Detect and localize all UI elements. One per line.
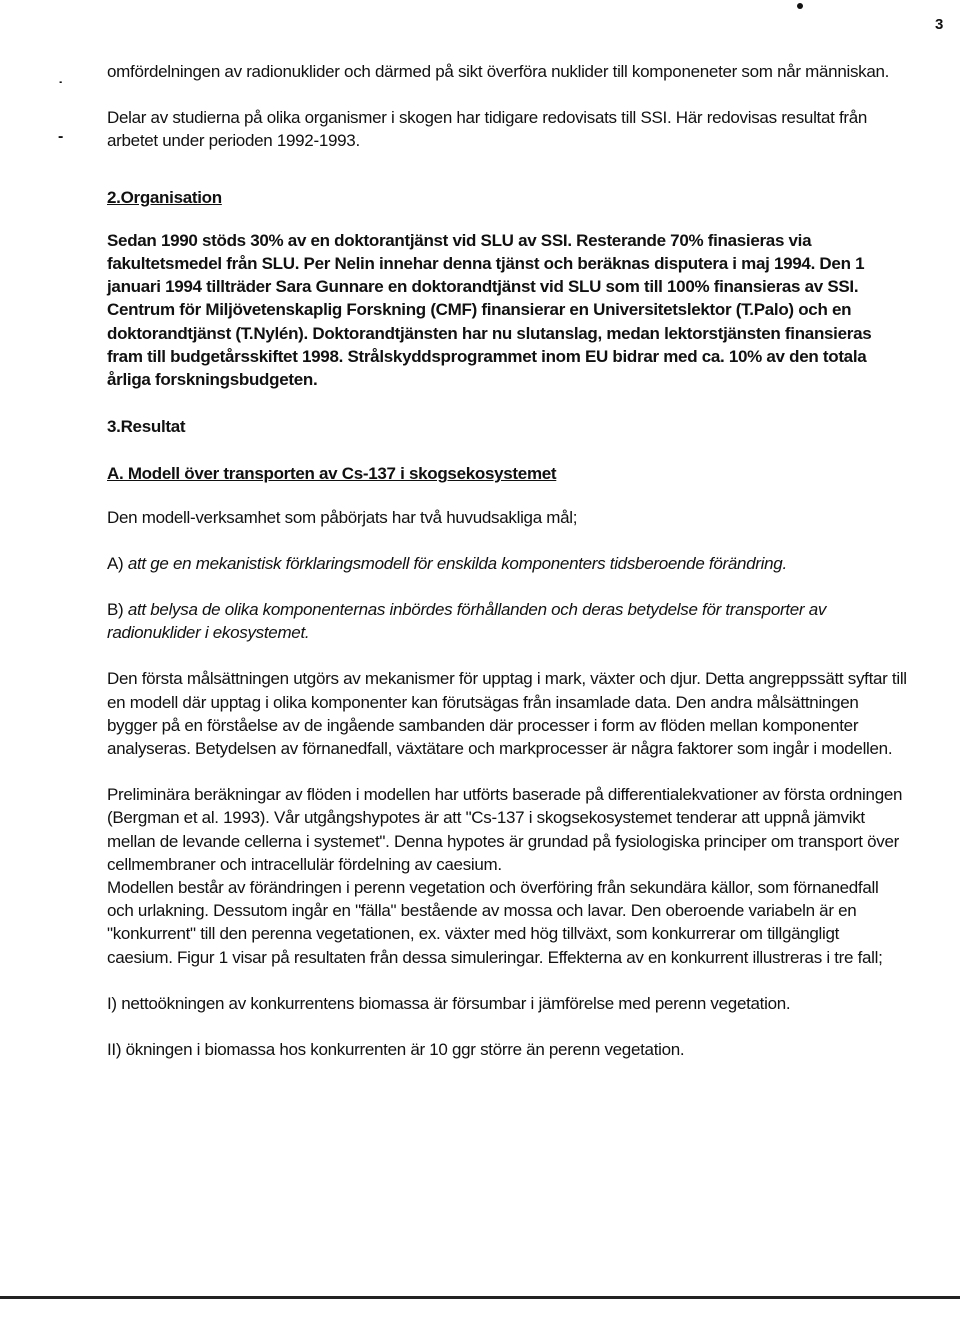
goal-a-text: att ge en mekanistisk förklaringsmodell för enskilda komponenters tidsberoende förändring. [127,553,787,573]
case-one: I) nettoökningen av konkurrentens biomassa är försumbar i jämförelse med perenn vegetation. [107,993,791,1013]
margin-mark: - [58,128,64,145]
paragraph: Preliminära beräkningar av flöden i modellen har utförts baserade på differentialekvationer av första ordningen (Bergman et al. 1993). Vår utgångshypotes är att "Cs-137 i skogsekosystemet tenderar att uppnå jämvikt mellan de levande cellerna i systemet". Denna hypotes är grundad på fysiologiska principer om transport över cellmembraner och intracellulär fördelning av caesium. [107,785,903,874]
paragraph: Modellen består av förändringen i perenn vegetation och överföring från sekundära källor, som förnanedfall och urlakning. Dessutom ingår en "fälla" bestående av mossa och lavar. Den oberoende variabeln är en "konkurrent" till den perenna vegetationen, ex. växter med hög tillväxt, som konkurrerar om tillgängligt caesium. Figur 1 visar på resultaten från dessa simuleringar. Effekterna av en konkurrent illustreras i tre fall; [107,878,883,967]
case-two: II) ökningen i biomassa hos konkurrenten är 10 ggr större än perenn vegetation. [107,1040,685,1060]
speck-dot [797,3,803,9]
page-number: 3 [935,16,944,33]
footer-rule [0,1296,960,1299]
paragraph: omfördelningen av radionuklider och därmed på sikt överföra nuklider till komponeneter som når människan. [107,62,890,81]
section-heading-resultat: 3.Resultat [107,417,186,437]
goal-a-label: A) [107,553,124,573]
paragraph: Den första målsättningen utgörs av mekanismer för upptag i mark, växter och djur. Detta angreppssätt syftar till en modell där upptag i olika komponenter kan förutsägas från insamlade data. Den andra målsättningen bygger på en förståelse av de ingående sambanden där processer i form av flöden mellan komponenter analyseras. Betydelsen av förnanedfall, växtätare och markprocesser är några faktorer som ingår i modellen. [107,669,907,759]
goal-b-text: att belysa de olika komponenternas inbördes förhållanden och deras betydelse för transporter av radionuklider i ekosystemet. [107,600,827,643]
section-heading-organisation: 2.Organisation [107,187,222,207]
document-body [107,60,907,1061]
goal-b [107,598,907,644]
paragraph: Den modell-verksamhet som påbörjats har två huvudsakliga mål; [107,507,578,527]
subsection-heading-modell: A. Modell över transporten av Cs-137 i skogsekosystemet [107,464,557,484]
paragraph: Delar av studierna på olika organismer i skogen har tidigare redovisats till SSI. Här redovisas resultat från arbetet under perioden 1992-1993. [107,108,868,151]
goal-b-label: B) [107,600,124,620]
goal-a [107,552,907,575]
margin-mark: ˙ [58,80,64,97]
paragraph: Sedan 1990 stöds 30% av en doktorantjänst vid SLU av SSI. Resterande 70% finasieras via fakultetsmedel från SLU. Per Nelin innehar denna tjänst och beräknas disputera i maj 1994. Den 1 januari 1994 tillträder Sara Gunnare en doktorandtjänst vid SLU som till 100% finansieras av SSI. Centrum för Miljövetenskaplig Forskning (CMF) finansierar en Universitetslektor (T.Palo) och en doktorandtjänst (T.Nylén). Doktorandtjänsten har nu slutanslag, medan lektorstjänsten finansieras fram till budgetårsskiftet 1998. Strålskyddsprogrammet inom EU bidrar med ca. 10% av den totala årliga forskningsbudgeten. [107,230,872,390]
